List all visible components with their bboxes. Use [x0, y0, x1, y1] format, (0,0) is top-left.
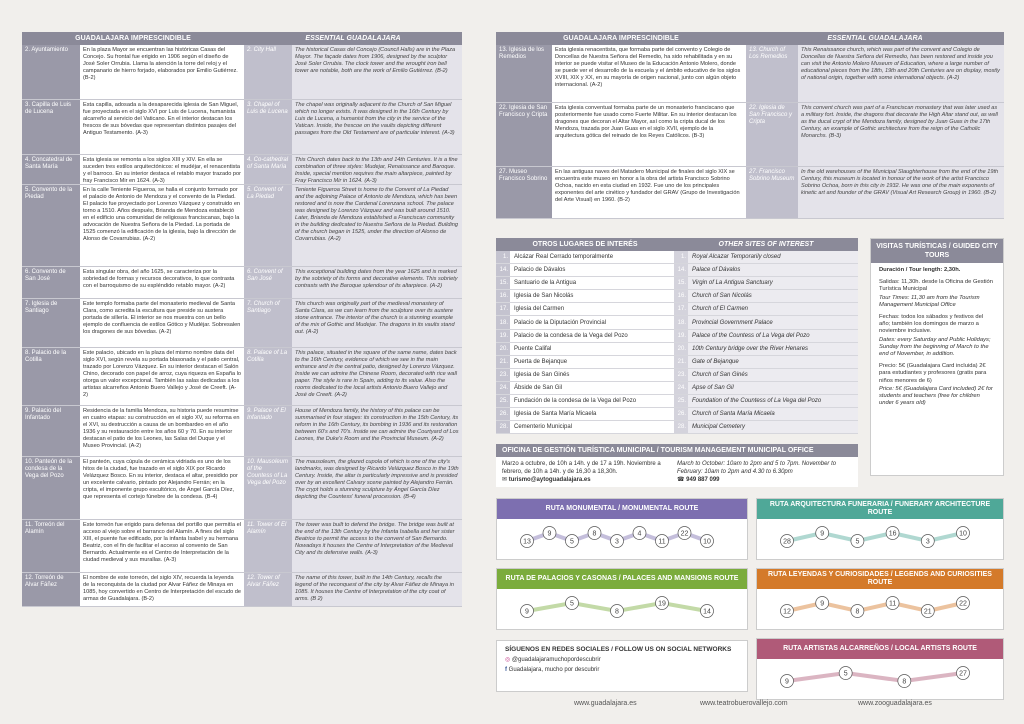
other-site-row	[496, 369, 858, 382]
other-site-name-en: Apse of San Gil	[688, 382, 858, 394]
office-email[interactable]: turismo@aytoguadalajara.es	[508, 477, 591, 483]
instagram-handle[interactable]: @guadalajaramuchopordescubrir	[511, 657, 601, 663]
site-name-en: 10. Mausoleum of the Countess of La Vega del Pozo	[244, 457, 292, 519]
other-site-name-en: Provincial Government Palace	[688, 316, 858, 328]
site-text-es: Residencia de la familia Mendoza, su historia puede resumirse en cuatro etapas: su construcción en el siglo XV, su reforma en el XVI, su destrucción a causa de un bombardeo en el año 1936 y su restauración entre los años 60 y 70. En su interior destacan el patio de los Leones, las Salas del Duque y el Museo Provincial. (A-2)	[80, 406, 244, 456]
site-text-es: Esta iglesia conventual formaba parte de un monasterio franciscano que posteriormente fue usado como Fuerte Militar. En su interior destacan los dragones que decoran el Altar Mayor, así como la cripta ducal de los Mendoza, trazada por Juan Guas en el siglo XVII, ejemplo de la arquitectura gótica del reinado de los Reyes Católicos. (B-3)	[552, 103, 746, 166]
route-diagram	[757, 659, 1003, 699]
other-site-number: 24.	[496, 382, 510, 394]
site-name-en: 22. Iglesia de San Francisco y Cripta	[746, 103, 798, 166]
site-text-en: This palace, situated in the square of the same name, dates back to the 16th Century, evidence of which we see in the main entrance and in the central patio, designed by Lorenzo Vázquez. Inside we can admire the Chinese Room, decorated with rice wall paper. The style is rare in Spain, adding to its value. Also the rooms dedicated to the local artists Antonio Buero Vallejo and José de Creeft. (A-2)	[292, 348, 462, 405]
left-panel-header	[22, 32, 462, 45]
social-networks-box	[496, 640, 748, 692]
route-stop-label: 28	[783, 538, 791, 546]
route-stop-label: 5	[570, 600, 574, 608]
other-site-name-es: Iglesia de San Nicolás	[510, 290, 674, 302]
left-essential-panel	[22, 32, 462, 607]
email-icon: ✉	[502, 477, 509, 483]
route-stop-label: 8	[855, 608, 860, 616]
site-text-en: This Renaissance church, which was part of the convent and Colegio de Doncellas de Nuestra Señora del Remedio, has been restored and inside you can visit the Antonio Molero Museum of Education, where a large number of educational pieces from the 18th, 19th and 20th Centuries are on display, mostly of national origin, together with some international objects. (A-2)	[798, 45, 1004, 102]
other-site-number: 18.	[496, 316, 510, 328]
site-name-es: 13. Iglesia de los Remedios	[496, 45, 552, 102]
other-site-name-es: Palacio de Dávalos	[510, 264, 674, 276]
footer-link-guadalajara[interactable]: www.guadalajara.es	[574, 700, 637, 707]
facebook-icon: f	[505, 667, 509, 673]
other-site-row	[496, 330, 858, 343]
other-site-row	[496, 264, 858, 277]
route-stop-label: 9	[820, 530, 825, 538]
route-title: RUTA ARQUITECTURA FUNERARIA / FUNERARY ARCHITECTURE ROUTE	[757, 499, 1003, 519]
site-name-en: 8. Palace of La Cotilla	[244, 348, 292, 405]
site-name-es: 3. Capilla de Luis de Lucena	[22, 100, 80, 154]
tour-price-en: Price: 5€ (Guadalajara Card included) 2€ for students and teachers (free for children under 6 years old)	[879, 385, 993, 407]
route-stop-label: 21	[923, 608, 932, 616]
phone-icon: ☎	[677, 477, 687, 483]
site-text-es: En la plaza Mayor se encuentran las históricas Casas del Concejo. Su frontal fue erigido en 1906 según el diseño de José Soler Orrubia. Llama la atención la torre del reloj y el campanario de hierro forjado, elaborados por Emilio Gutiérrez. (B-2)	[80, 45, 244, 99]
other-site-number-en: 1.	[674, 251, 688, 263]
route-diagram	[757, 519, 1003, 559]
route-stop-label: 4	[637, 530, 642, 538]
route-diagram	[497, 519, 747, 559]
site-text-es: En la calle Teniente Figueroa, se halla el conjunto formado por el palacio de Antonio de Mendoza y el convento de la Piedad. El palacio fue proyectado por Lorenzo Vázquez y construido en torno a 1510. Años después, Brianda de Mendoza estableció en el edificio una comunidad de religiosas franciscanas, bajo la advocación de Nuestra Señora de la Piedad. La portada de 1525 comenzó la edificación de la iglesia, bajo la dirección de Alonso de Covarrubias. (A-2)	[80, 185, 244, 266]
site-name-es: 7. Iglesia de Santiago	[22, 299, 80, 347]
route-stop-label: 22	[680, 530, 689, 538]
other-site-row	[496, 395, 858, 408]
site-name-es: 8. Palacio de la Cotilla	[22, 348, 80, 405]
tour-dates-es: Fechas: todos los sábados y festivos del año; también los domingos de marzo a noviembre inclusive.	[879, 314, 984, 335]
other-site-number-en: 25.	[674, 395, 688, 407]
header-es: GUADALAJARA IMPRESCINDIBLE	[496, 32, 746, 45]
other-site-name-en: Royal Alcazar Temporarily closed	[688, 251, 858, 263]
other-site-number-en: 15.	[674, 277, 688, 289]
facebook-page[interactable]: Guadalajara, mucho por descubrir	[508, 667, 600, 673]
route-diagram	[757, 589, 1003, 629]
site-text-en: The tower was built to defend the bridge. The bridge was built at the end of the 13th Century by the Infanta Isabella and her sister Beatrice to permit the access to the convent of San Bernardo. Nowadays it houses the Centre of Interpretation of the Medieval City and its defensive walls. (A-3)	[292, 520, 462, 572]
route-diagram	[497, 589, 747, 629]
site-name-en: 3. Chapel of Luis de Lucena	[244, 100, 292, 154]
site-name-es: 4. Concatedral de Santa María	[22, 155, 80, 184]
route-stop-label: 13	[523, 538, 531, 546]
site-name-en: 6. Convent of San José	[244, 267, 292, 298]
site-row	[22, 155, 462, 185]
site-text-en: The mausoleum, the glazed cupola of which is one of the city's landmarks, was designed by Ricardo Velázquez Bosco in the 19th Century. Inside, the altar is particularly impressive and is presided over by an excellent Calvary scene painted by Alejandro Ferrán. The crypt holds a stunning sculpture by Ángel García Díez depicting the Countess' funeral procession. (B-4)	[292, 457, 462, 519]
site-row	[22, 267, 462, 299]
other-site-name-es: Santuario de la Antigua	[510, 277, 674, 289]
route-stop-label: 5	[843, 670, 848, 678]
site-name-es: 2. Ayuntamiento	[22, 45, 80, 99]
social-title: SÍGUENOS EN REDES SOCIALES / FOLLOW US ON SOCIAL NETWORKS	[505, 646, 732, 653]
other-site-number-en: 28.	[674, 421, 688, 433]
tour-dates-en: Dates: every Saturday and Public Holidays; Sunday from the beginning of March to the end of November, in addition.	[879, 336, 991, 358]
route-local-artists	[756, 638, 1004, 700]
site-text-en: This convent church was part of a Franciscan monastery that was later used as a military fort. Inside, the dragons that decorate the High Altar stand out, as well as the ducal crypt of the Mendoza family, designed by Juan Guas in the 17th Century, an example of Gothic architecture from the reign of the Catholic Monarchs. (B-3)	[798, 103, 1004, 166]
route-stop-label: 12	[783, 608, 791, 616]
other-site-number: 15.	[496, 277, 510, 289]
site-name-es: 9. Palacio del Infantado	[22, 406, 80, 456]
other-site-name-en: Church of San Nicolás	[688, 290, 858, 302]
site-row	[22, 299, 462, 348]
other-site-row	[496, 421, 858, 434]
route-stop-label: 14	[703, 608, 711, 616]
right-panel-header	[496, 32, 1004, 45]
route-funerary	[756, 498, 1004, 560]
site-row	[22, 520, 462, 573]
other-site-row	[496, 408, 858, 421]
site-row	[22, 100, 462, 155]
other-site-number: 16.	[496, 290, 510, 302]
site-name-es: 6. Convento de San José	[22, 267, 80, 298]
other-site-name-es: Palacio de la condesa de la Vega del Pozo	[510, 330, 674, 342]
route-stop-label: 11	[658, 538, 666, 546]
route-stop-label: 22	[959, 600, 967, 608]
other-site-name-en: 10th Century bridge over the River Henares	[688, 343, 858, 355]
other-site-name-es: Ábside de San Gil	[510, 382, 674, 394]
other-site-number: 26.	[496, 408, 510, 420]
header-en: ESSENTIAL GUADALAJARA	[746, 32, 1004, 45]
site-text-es: Este torreón fue erigido para defensa del portillo que permitía el acceso al viejo sobre el barranco del Alamín. A fines del siglo XIII, el puente fue edificado, por la infanta Isabel y su hermana Beatriz, con el fin de facilitar el acceso al convento de San Bernardo. Actualmente es el Centro de Interpretación de la ciudad medieval y sus murallas. (A-3)	[80, 520, 244, 572]
route-stop-label: 3	[615, 538, 619, 546]
other-site-number-en: 21.	[674, 356, 688, 368]
route-legends	[756, 568, 1004, 630]
tour-price-es: Precio: 5€ (Guadalajara Card incluida) 2€ para estudiantes y profesores (gratis para niños menores de 6)	[879, 363, 987, 384]
route-monumental	[496, 498, 748, 560]
site-text-es: Este palacio, ubicado en la plaza del mismo nombre data del siglo XVI, según revela su portada blasonada y el patio central, trazado por Lorenzo Vázquez. En su interior destacan el Salón Chino, decorado con papel de arroz, cuya riqueza en España lo otorga un valor excepcional. También las salas dedicadas a los artistas alcarreños Antonio Buero Vallejo y José de Creeft. (A-2)	[80, 348, 244, 405]
route-stop-label: 16	[888, 530, 897, 538]
site-name-es: 22. Iglesia de San Francisco y Cripta	[496, 103, 552, 166]
other-site-name-en: Church of Santa María Micaela	[688, 408, 858, 420]
route-stop-label: 9	[547, 530, 552, 538]
site-text-es: Esta iglesia renacentista, que formaba parte del convento y Colegio de Doncellas de Nuestra Señora del Remedio, ha sido rehabilitada y en su interior se puede visitar el Museo de la Educación Antonio Molero, donde se puede ver el desarrollo de la escuela y el ámbito educativo de los siglos XVIII, XIX y XX, en su mayoría de origen nacional, junto con algún objeto internacional. (A-2)	[552, 45, 746, 102]
site-row	[22, 185, 462, 267]
tour-duration: Duración / Tour length: 2,30h.	[879, 267, 961, 273]
site-row	[496, 45, 1004, 103]
other-site-name-es: Alcázar Real Cerrado temporalmente	[510, 251, 674, 263]
site-name-en: 11. Tower of El Alamín	[244, 520, 292, 572]
site-row	[22, 457, 462, 520]
other-site-name-en: Palace of the Countess of La Vega del Pozo	[688, 330, 858, 342]
other-site-number-en: 26.	[674, 408, 688, 420]
tour-departures-es: Salidas: 11,30h. desde la Oficina de Gestión Turística Municipal	[879, 279, 993, 293]
other-site-number-en: 23.	[674, 369, 688, 381]
site-row	[496, 103, 1004, 167]
header-es: GUADALAJARA IMPRESCINDIBLE	[22, 32, 244, 45]
other-site-number: 1.	[496, 251, 510, 263]
route-stop-label: 11	[888, 600, 897, 608]
site-text-en: This exceptional building dates from the year 1625 and is marked by the sobriety of its forms and decorative elements. This sobriety contrasts with the Baroque splendour of its altarpiece. (A-2)	[292, 267, 462, 298]
site-name-en: 9. Palace of El Infantado	[244, 406, 292, 456]
route-stop-label: 8	[902, 678, 907, 686]
site-name-es: 10. Panteón de la condesa de la Vega del Pozo	[22, 457, 80, 519]
site-name-en: 27. Francisco Sobrino Museum	[746, 167, 798, 218]
site-text-en: The name of this tower, built in the 14th Century, recalls the legend of the reconquest of the city by Alvar Fáñez de Minaya in 1085. It houses the Centre of Interpretation of the city coat of arms. (B 2)	[292, 573, 462, 606]
tourism-office-box	[496, 444, 858, 487]
footer-link-zoo[interactable]: www.zooguadalajara.es	[858, 700, 932, 707]
other-site-name-en: Palace of Dávalos	[688, 264, 858, 276]
site-text-es: Este templo formaba parte del monasterio medieval de Santa Clara, como acredita la escultura que preside su austera portada de sillería. El interior se nos muestra con un bello ejemplo de confluencia de estilos Gótico y Mudéjar. Sobresalen los dragones de sus bóvedas. (A-2)	[80, 299, 244, 347]
right-rows	[496, 45, 1004, 219]
left-rows	[22, 45, 462, 607]
route-title: RUTA DE PALACIOS Y CASONAS / PALACES AND MANSIONS ROUTE	[497, 569, 747, 589]
site-text-en: The chapel was originally adjacent to the Church of San Miguel which no longer exists. It was designed in the 16th Century by Luis de Lucena, a humanist from the city in the service of the Vatican. Inside, the frescoe on the vaults depicting different passages from the Old Testament are of particular interest. (A-3)	[292, 100, 462, 154]
other-site-number-en: 19.	[674, 330, 688, 342]
other-site-name-es: Puerta de Bejanque	[510, 356, 674, 368]
right-essential-panel	[496, 32, 1004, 219]
other-sites-header-en: OTHER SITES OF INTEREST	[674, 238, 858, 251]
footer-link-teatro[interactable]: www.teatrobuerovallejo.com	[700, 700, 788, 707]
other-site-row	[496, 303, 858, 316]
site-text-es: El nombre de este torreón, del siglo XIV, recuerda la leyenda de la reconquista de la ciudad por Alvar Fáñez de Minaya en 1085, hoy convertido en Centro de Interpretación del escudo de armas de Guadalajara. (B-2)	[80, 573, 244, 606]
site-text-en: The historical Casas del Concejo (Council Halls) are in the Plaza Mayor. The façade dates from 1906, designed by the sculptor José Soler Orrubia. The clock tower and the wrought iron bell tower are notable, both are the work of Emilio Gutiérrez. (B-2)	[292, 45, 462, 99]
other-site-row	[496, 316, 858, 329]
other-site-row	[496, 290, 858, 303]
other-site-number-en: 16.	[674, 290, 688, 302]
site-row	[496, 167, 1004, 219]
site-text-en: Teniente Figueroa Street is home to the Convent of La Piedad and the adjoining Palace of Antonio de Mendoza, which has been restored and is now the Cardenal Lorenzana school. The palace was designed by Lorenzo Vázquez and was built around 1510. Later, Brianda de Mendoza established a Franciscan community in the building dedicated to Nuestra Señora de la Piedad. Building of the church began in 1525, under the direction of Alonso de Covarrubias. (A-2)	[292, 185, 462, 266]
other-site-row	[496, 251, 858, 264]
route-stop-label: 10	[959, 530, 967, 538]
route-stop-label: 3	[925, 538, 930, 546]
other-site-name-en: Foundation of the Countess of La Vega del Pozo	[688, 395, 858, 407]
route-stop-label: 9	[525, 608, 529, 616]
route-stop-label: 8	[592, 530, 597, 538]
site-name-es: 27. Museo Francisco Sobrino	[496, 167, 552, 218]
other-sites-header-es: OTROS LUGARES DE INTERÉS	[496, 238, 674, 251]
office-hours-es: Marzo a octubre, de 10h a 14h. y de 17 a 19h. Noviembre a febrero, de 10h a 14h. y de 16,30 a 18,30h.	[502, 461, 661, 475]
site-name-en: 7. Church of Santiago	[244, 299, 292, 347]
route-stop-label: 10	[703, 538, 711, 546]
other-site-row	[496, 382, 858, 395]
site-row	[22, 45, 462, 100]
other-site-name-es: Iglesia de San Ginés	[510, 369, 674, 381]
other-sites-table	[496, 238, 858, 434]
site-text-en: House of Mendoza family, the history of this palace can be summarised in four stages: its construction in the 15th Century, its reform in the 16th Century, its bombing in 1936 and its restoration between 60's and 70's. Inside we can admire the Courtyard of Los Leones, the Duke's Room and the Provincial Museum. (A-2)	[292, 406, 462, 456]
site-name-en: 12. Tower of Alvar Fáñez	[244, 573, 292, 606]
site-name-en: 4. Co-cathedral of Santa María	[244, 155, 292, 184]
route-stop-label: 27	[959, 670, 967, 678]
site-row	[22, 348, 462, 406]
other-site-number: 28.	[496, 421, 510, 433]
route-title: RUTA MONUMENTAL / MONUMENTAL ROUTE	[497, 499, 747, 519]
guided-tours-box	[870, 238, 1004, 476]
other-site-number: 20.	[496, 343, 510, 355]
other-sites-rows	[496, 251, 858, 434]
route-stop-label: 5	[570, 538, 574, 546]
other-sites-header	[496, 238, 858, 251]
office-phone[interactable]: 949 887 099	[686, 477, 720, 483]
other-site-number-en: 14.	[674, 264, 688, 276]
site-name-es: 5. Convento de la Piedad	[22, 185, 80, 266]
other-site-row	[496, 356, 858, 369]
other-site-number: 25.	[496, 395, 510, 407]
route-title: RUTA LEYENDAS Y CURIOSIDADES / LEGENDS AND CURIOSITIES ROUTE	[757, 569, 1003, 589]
other-site-name-en: Church of San Ginés	[688, 369, 858, 381]
office-title: OFICINA DE GESTIÓN TURÍSTICA MUNICIPAL / TOURISM MANAGEMENT MUNICIPAL OFFICE	[496, 444, 858, 457]
other-site-number-en: 18.	[674, 316, 688, 328]
other-site-number-en: 20.	[674, 343, 688, 355]
route-stop-label: 9	[820, 600, 825, 608]
other-site-number: 23.	[496, 369, 510, 381]
other-site-number-en: 17.	[674, 303, 688, 315]
guided-tours-title: VISITAS TURÍSTICAS / GUIDED CITY TOURS	[871, 239, 1003, 263]
site-text-es: Esta singular obra, del año 1625, se caracteriza por la sobriedad de formas y recursos decorativos, lo que contrasta con el barroquismo de su espléndido retablo mayor. (A-2)	[80, 267, 244, 298]
other-site-name-es: Cementerio Municipal	[510, 421, 674, 433]
other-site-name-es: Iglesia de Santa María Micaela	[510, 408, 674, 420]
route-stop-label: 9	[785, 678, 789, 686]
other-site-name-es: Puente Califal	[510, 343, 674, 355]
site-text-es: En las antiguas naves del Matadero Municipal de finales del siglo XIX se encuentra este museo en honor a la obra del artista Francisco Sobrino Ochoa, nacido en esta ciudad en 1932. Fue uno de los principales exponentes del arte cinético y fundador del GRAV (Grupo de Investigación del Arte Visual) en 1960. (B-2)	[552, 167, 746, 218]
other-site-number-en: 24.	[674, 382, 688, 394]
other-site-name-en: Virgin of La Antigua Sanctuary	[688, 277, 858, 289]
other-site-name-es: Iglesia del Carmen	[510, 303, 674, 315]
site-text-es: El panteón, cuya cúpula de cerámica vidriada es uno de los hitos de la ciudad, fue trazado en el siglo XIX por Ricardo Velázquez Bosco. En su interior, destaca el altar, presidido por un excelente calvario, pintado por Alejandro Ferrán; en la cripta, el imponente grupo escultórico, de Ángel García Díez, que representa el cortejo fúnebre de la condesa. (B-4)	[80, 457, 244, 519]
office-hours-en: March to October: 10am to 2pm and 5 to 7pm. November to February: 10am to 2pm and 4.30 to 6.30pm	[677, 461, 837, 475]
site-text-en: In the old warehouses of the Municipal Slaughterhouse from the end of the 19th Century, this museum is located in honour of the work of the artist Francisco Sobrino Ochoa, born in this city in 1932. He was one of the main exponents of kinetic art and founder of the GRAV (Visual Art Research Group) in 1960. (B-2)	[798, 167, 1004, 218]
site-text-es: Esta iglesia se remonta a los siglos XIII y XIV. En ella se suceden tres estilos arquitectónicos: el mudéjar, el renacentista y el barroco. En su interior destaca el retablo mayor trazado por fray Francisco Mir en 1624. (A-3)	[80, 155, 244, 184]
other-site-name-es: Palacio de la Diputación Provincial	[510, 316, 674, 328]
other-site-number: 21.	[496, 356, 510, 368]
site-name-en: 5. Convent of La Piedad	[244, 185, 292, 266]
route-palaces	[496, 568, 748, 630]
tour-departures-en: Tour Times: 11,30 am from the Tourism Management Municipal Office	[879, 294, 980, 308]
site-text-en: This church was originally part of the medieval monastery of Santa Clara, as we can learn from the sculpture over its austere stone entrance. The interior of the church is a stunning example of the mix of Gothic and Mudejar. The dragons in its vaults stand out. (A-2)	[292, 299, 462, 347]
other-site-name-en: Gate of Bejanque	[688, 356, 858, 368]
other-site-number: 14.	[496, 264, 510, 276]
other-site-name-en: Church of El Carmen	[688, 303, 858, 315]
other-site-name-en: Municipal Cemetery	[688, 421, 858, 433]
site-name-en: 13. Church of Los Remedios	[746, 45, 798, 102]
route-stop-label: 19	[658, 600, 666, 608]
route-title: RUTA ARTISTAS ALCARREÑOS / LOCAL ARTISTS ROUTE	[757, 639, 1003, 659]
route-stop-label: 8	[615, 608, 619, 616]
site-name-es: 11. Torreón del Alamín	[22, 520, 80, 572]
site-text-es: Esta capilla, adosada a la desaparecida iglesia de San Miguel, fue proyectada en el siglo XVI por Luis de Lucena, humanista alcarreño al servicio del Vaticano. En el interior destacan los frescos de sus bóvedas que representan distintos pasajes del Antiguo Testamento. (A-3)	[80, 100, 244, 154]
other-site-row	[496, 277, 858, 290]
other-site-row	[496, 343, 858, 356]
site-name-es: 12. Torreón de Alvar Fáñez	[22, 573, 80, 606]
site-name-en: 2. City Hall	[244, 45, 292, 99]
site-text-en: This Church dates back to the 13th and 14th Centuries. It is a fine combination of three styles: Mudejar, Renaissance and Baroque. Inside, special mention requires the main altarpiece, painted by Fray Francisco Mir in 1624. (A-3)	[292, 155, 462, 184]
other-site-number: 19.	[496, 330, 510, 342]
route-stop-label: 5	[855, 538, 860, 546]
other-site-name-es: Fundación de la condesa de la Vega del Pozo	[510, 395, 674, 407]
header-en: ESSENTIAL GUADALAJARA	[244, 32, 462, 45]
site-row	[22, 573, 462, 607]
instagram-icon: ◎	[505, 657, 512, 663]
other-site-number: 17.	[496, 303, 510, 315]
site-row	[22, 406, 462, 457]
